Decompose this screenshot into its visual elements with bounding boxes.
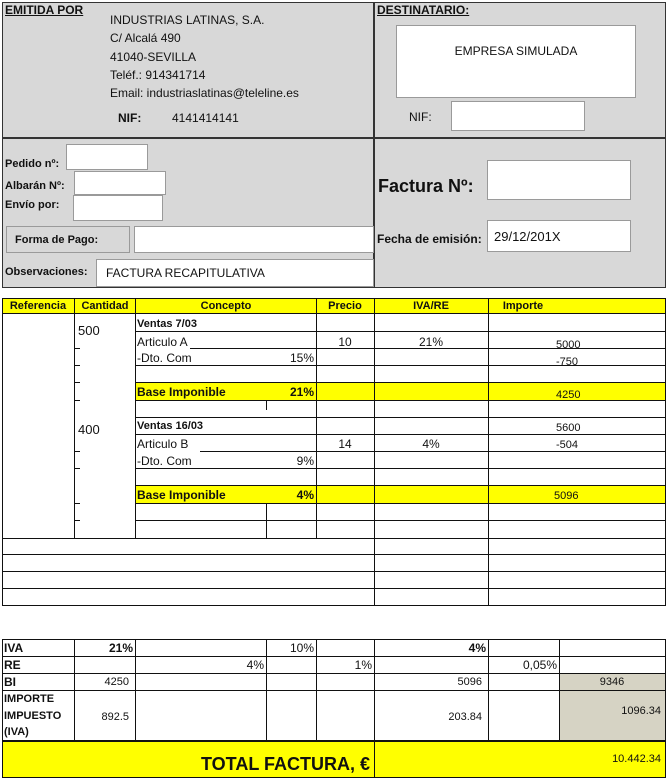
col-header-cantidad: Cantidad: [81, 300, 129, 312]
summary-importe-label-1: IMPORTE: [4, 693, 55, 705]
destinatario-nif-label: NIF:: [409, 110, 432, 124]
grid-v: [316, 639, 317, 740]
col-header-referencia: Referencia: [9, 300, 67, 312]
summary-re-005: 0,05%: [522, 658, 557, 672]
dto-1-pct: 15%: [289, 351, 314, 365]
tick: [74, 468, 80, 469]
base-1-pct: 21%: [289, 385, 314, 399]
destinatario-name: EMPRESA SIMULADA: [454, 44, 578, 58]
emisor-company: INDUSTRIAS LATINAS, S.A.: [110, 13, 265, 27]
grid-v: [316, 298, 317, 538]
cantidad-2: 400: [78, 422, 100, 437]
emisor-address: C/ Alcalá 490: [110, 31, 181, 45]
articulo-1: Articulo A: [137, 335, 188, 349]
summary-importe-label-2: IMPUESTO: [4, 710, 62, 722]
grid-v: [74, 298, 75, 538]
grid-v: [135, 298, 136, 538]
albaran-label: Albarán Nº:: [5, 180, 65, 192]
grid-v: [665, 639, 666, 740]
envio-field[interactable]: [73, 195, 163, 221]
dto-2-label: -Dto. Com: [137, 454, 192, 468]
total-value: 10.442.34: [612, 753, 661, 765]
ventas-2-importe: 5600: [556, 422, 581, 434]
summary-re-1: 1%: [354, 658, 372, 672]
iva-1: 21%: [418, 335, 444, 349]
total-label: TOTAL FACTURA, €: [200, 754, 370, 774]
base-1-importe: 4250: [556, 389, 581, 401]
grid-v: [135, 639, 136, 740]
grid-h: [2, 690, 666, 691]
summary-bi-total: 9346: [599, 676, 625, 688]
dto-1-label: -Dto. Com: [137, 351, 192, 365]
grid-h: [2, 639, 666, 640]
grid-h: [2, 605, 666, 606]
grid-v: [488, 639, 489, 740]
destinatario-nif-field[interactable]: [451, 101, 585, 131]
grid-v: [374, 741, 375, 778]
emisor-city: 41040-SEVILLA: [110, 50, 197, 64]
summary-re-4: 4%: [246, 658, 264, 672]
summary-imp-4: 203.84: [448, 711, 482, 723]
forma-pago-label: Forma de Pago:: [15, 234, 99, 246]
col-header-iva-re: IVA/RE: [413, 300, 449, 312]
tick: [74, 520, 80, 521]
factura-numero-field[interactable]: [487, 160, 631, 200]
albaran-field[interactable]: [74, 171, 166, 195]
grid-h: [135, 331, 666, 332]
grid-h: [135, 520, 666, 521]
precio-2: 14: [338, 437, 352, 451]
grid-v: [559, 639, 560, 740]
col-header-concepto: Concepto: [200, 300, 252, 312]
base-2-label: Base Imponible: [137, 488, 226, 502]
iva-2: 4%: [422, 437, 440, 451]
cantidad-1: 500: [78, 323, 100, 338]
summary-imp-21: 892.5: [101, 711, 129, 723]
grid-h: [135, 434, 666, 435]
factura-numero-label: Factura Nº:: [378, 176, 474, 196]
grid-h: [2, 554, 666, 555]
col-header-importe: Importe: [502, 300, 544, 312]
emisor-email: Email: industriaslatinas@teleline.es: [110, 86, 299, 100]
grid-h: [135, 503, 666, 504]
emisor-phone: Teléf.: 914341714: [110, 68, 206, 82]
pedido-label: Pedido nº:: [5, 158, 60, 170]
tick: [74, 382, 80, 383]
base-2-importe: 5096: [554, 490, 579, 502]
grid-h: [135, 485, 666, 486]
observaciones-label: Observaciones:: [5, 266, 88, 278]
summary-bi-label: BI: [4, 675, 16, 689]
summary-imp-total: 1096.34: [621, 705, 661, 717]
summary-re-label: RE: [4, 658, 21, 672]
tick: [74, 348, 80, 349]
tick: [74, 503, 80, 504]
emisor-nif-label: NIF:: [118, 111, 142, 125]
base-1-label: Base Imponible: [137, 385, 226, 399]
base-2-pct: 4%: [296, 488, 314, 502]
fecha-emision-label: Fecha de emisión:: [377, 232, 482, 246]
emisor-header: EMITIDA POR: [5, 3, 84, 17]
ventas-1: Ventas 7/03: [137, 318, 197, 330]
grid-h: [2, 538, 666, 539]
dto-2-pct: 9%: [296, 454, 314, 468]
fecha-emision-value: 29/12/201X: [494, 229, 561, 244]
grid-h: [135, 365, 666, 366]
grid-h: [135, 468, 666, 469]
summary-iva-21: 21%: [108, 641, 133, 655]
summary-iva-4: 4%: [468, 641, 486, 655]
precio-1: 10: [338, 335, 352, 349]
pedido-field[interactable]: [66, 144, 148, 170]
col-header-precio: Precio: [328, 300, 362, 312]
grid-h: [2, 571, 666, 572]
summary-iva-10: 10%: [289, 641, 314, 655]
emisor-nif: 4141414141: [172, 111, 239, 125]
summary-bi-4: 5096: [457, 676, 482, 688]
destinatario-name-box[interactable]: [396, 25, 636, 98]
tick: [74, 451, 80, 452]
destinatario-header: DESTINATARIO:: [377, 3, 470, 17]
grid-h: [135, 417, 666, 418]
grid-h: [135, 400, 666, 401]
ventas-2: Ventas 16/03: [137, 420, 204, 432]
grid-h: [2, 588, 666, 589]
tick: [74, 400, 80, 401]
grid-h: [200, 451, 666, 452]
grid-h: [135, 382, 666, 383]
tick: [74, 365, 80, 366]
observaciones-value: FACTURA RECAPITULATIVA: [106, 266, 265, 280]
importe-2: -504: [556, 439, 579, 451]
importe-1: 5000: [556, 339, 581, 351]
summary-importe-label-3: (IVA): [4, 726, 29, 738]
grid-v: [266, 400, 267, 410]
grid-h: [2, 673, 666, 674]
dto-1-importe: -750: [556, 356, 579, 368]
grid-v: [2, 639, 3, 740]
forma-pago-field[interactable]: [134, 226, 374, 253]
summary-iva-label: IVA: [4, 641, 24, 655]
summary-bi-21: 4250: [104, 676, 129, 688]
articulo-2: Articulo B: [137, 437, 189, 451]
envio-label: Envío por:: [5, 199, 60, 211]
grid-v: [2, 298, 3, 605]
grid-h: [2, 656, 666, 657]
